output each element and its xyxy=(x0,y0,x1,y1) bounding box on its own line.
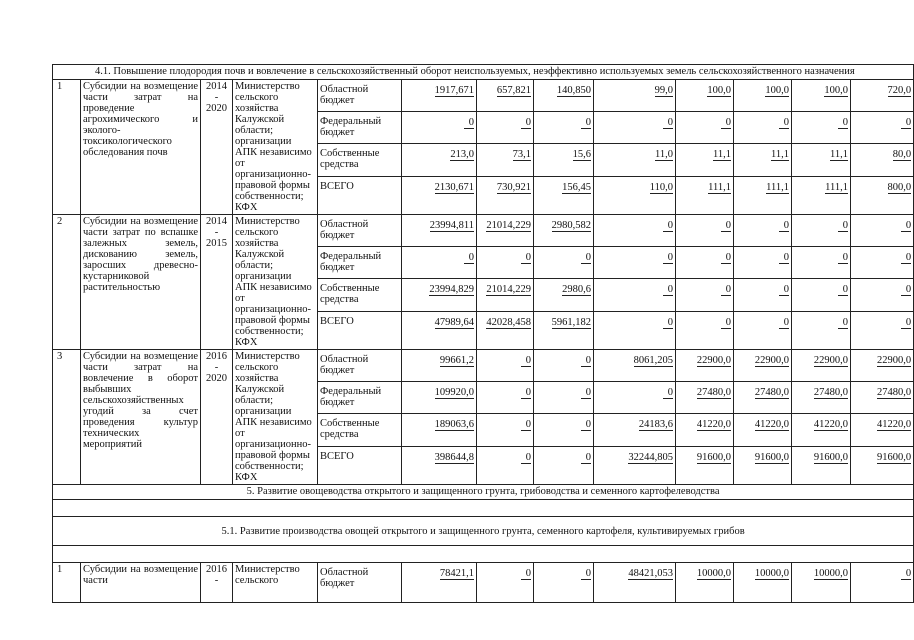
amount-cell xyxy=(534,215,594,247)
amount-value: 23994,829 xyxy=(429,284,474,296)
section-5-row xyxy=(53,485,914,500)
amount-value: 0 xyxy=(663,117,673,129)
amount-value: 0 xyxy=(521,452,531,464)
amount-cell xyxy=(594,144,676,176)
amount-value: 10000,0 xyxy=(696,568,731,579)
amount-cell xyxy=(534,112,594,144)
amount-value: 73,1 xyxy=(512,149,531,161)
amount-value: 0 xyxy=(901,568,911,580)
amount-value: 0 xyxy=(663,252,673,264)
executor: Министерство сельского хозяйства Калужской области; организации АПК независимо от организационно-правовой формы собственности; КФХ xyxy=(233,215,318,350)
amount-value: 0 xyxy=(581,252,591,264)
amount-cell xyxy=(792,414,851,446)
amount-value: 27480,0 xyxy=(813,387,848,399)
amount-value: 213,0 xyxy=(450,149,474,161)
amount-cell xyxy=(402,176,477,214)
amount-value: 99661,2 xyxy=(439,355,474,366)
amount-value: 0 xyxy=(581,355,591,367)
funding-source: Собственные средства xyxy=(318,279,402,311)
amount-value: 41220,0 xyxy=(696,419,731,431)
amount-value: 0 xyxy=(464,252,474,264)
amount-cell xyxy=(676,414,734,446)
amount-cell xyxy=(402,414,477,446)
funding-source: ВСЕГО xyxy=(318,446,402,484)
amount-cell xyxy=(851,279,914,311)
amount-value: 730,921 xyxy=(496,181,531,193)
amount-cell xyxy=(477,446,534,484)
period-years: 2016 - xyxy=(201,563,233,603)
amount-value: 0 xyxy=(521,419,531,431)
amount-cell xyxy=(734,112,792,144)
amount-value: 0 xyxy=(721,317,731,329)
amount-cell xyxy=(477,112,534,144)
amount-cell xyxy=(477,176,534,214)
measure-name: Субсидии на возмещение части затрат по вспашке залежных земель, дискованию земель, заросших древесно-кустарниковой растительностью xyxy=(81,215,201,350)
measure-name: Субсидии на возмещение части xyxy=(81,563,201,603)
amount-cell xyxy=(792,311,851,349)
funding-source: ВСЕГО xyxy=(318,176,402,214)
amount-value: 800,0 xyxy=(887,181,912,193)
row-number: 1 xyxy=(53,563,81,603)
amount-value: 0 xyxy=(663,284,673,296)
amount-cell xyxy=(792,446,851,484)
amount-cell xyxy=(534,144,594,176)
amount-cell xyxy=(792,279,851,311)
amount-cell xyxy=(734,382,792,414)
amount-cell xyxy=(594,563,676,603)
amount-value: 22900,0 xyxy=(754,355,789,366)
amount-cell xyxy=(676,350,734,382)
amount-value: 0 xyxy=(521,387,531,399)
amount-value: 657,821 xyxy=(496,85,531,96)
amount-value: 22900,0 xyxy=(696,355,731,366)
amount-value: 27480,0 xyxy=(696,387,731,399)
measure-name: Субсидии на возмещение части затрат на проведение агрохимического и эколого-токсикологического обследования почв xyxy=(81,80,201,215)
amount-value: 398644,8 xyxy=(434,451,474,463)
amount-cell xyxy=(851,112,914,144)
amount-value: 2980,582 xyxy=(551,220,591,231)
spacer-row xyxy=(53,500,914,517)
executor: Министерство сельского хозяйства Калужской области; организации АПК независимо от организационно-правовой формы собственности; КФХ xyxy=(233,350,318,485)
amount-value: 1917,671 xyxy=(434,85,474,96)
funding-source: Федеральный бюджет xyxy=(318,112,402,144)
amount-cell xyxy=(402,80,477,112)
executor: Министерство сельского хозяйства Калужской области; организации АПК независимо от организационно-правовой формы собственности; КФХ xyxy=(233,80,318,215)
amount-cell xyxy=(792,215,851,247)
amount-cell xyxy=(851,144,914,176)
amount-value: 22900,0 xyxy=(877,355,912,366)
funding-source: Собственные средства xyxy=(318,144,402,176)
amount-cell xyxy=(594,350,676,382)
amount-value: 0 xyxy=(581,452,591,464)
amount-value: 189063,6 xyxy=(434,419,474,431)
amount-value: 0 xyxy=(838,317,848,329)
amount-cell xyxy=(477,215,534,247)
amount-value: 109920,0 xyxy=(434,387,474,399)
amount-value: 10000,0 xyxy=(813,568,848,579)
amount-cell xyxy=(477,311,534,349)
table-row xyxy=(53,563,914,603)
amount-cell xyxy=(851,446,914,484)
funding-source: Областной бюджет xyxy=(318,80,402,112)
amount-value: 0 xyxy=(663,387,673,399)
amount-cell xyxy=(676,279,734,311)
amount-value: 0 xyxy=(838,284,848,296)
amount-cell xyxy=(676,563,734,603)
amount-value: 24183,6 xyxy=(638,419,673,431)
amount-value: 42028,458 xyxy=(486,316,531,328)
amount-cell xyxy=(402,350,477,382)
amount-value: 0 xyxy=(779,317,789,329)
amount-cell xyxy=(734,247,792,279)
table-row xyxy=(53,350,914,382)
funding-source: Федеральный бюджет xyxy=(318,382,402,414)
amount-cell xyxy=(676,446,734,484)
amount-cell xyxy=(534,350,594,382)
amount-cell xyxy=(534,446,594,484)
funding-source: Федеральный бюджет xyxy=(318,247,402,279)
amount-cell xyxy=(851,414,914,446)
amount-value: 140,850 xyxy=(556,85,591,96)
amount-cell xyxy=(477,247,534,279)
amount-cell xyxy=(676,382,734,414)
amount-value: 0 xyxy=(779,284,789,296)
amount-cell xyxy=(594,311,676,349)
section-4-1-row xyxy=(53,65,914,80)
funding-source: ВСЕГО xyxy=(318,311,402,349)
amount-value: 0 xyxy=(663,317,673,329)
amount-value: 11,1 xyxy=(713,149,731,161)
amount-cell xyxy=(792,563,851,603)
amount-value: 11,1 xyxy=(771,149,789,161)
amount-cell xyxy=(676,176,734,214)
section-5-1-row xyxy=(53,517,914,546)
amount-value: 15,6 xyxy=(572,149,591,161)
spacer-cell xyxy=(53,500,914,517)
amount-cell xyxy=(594,215,676,247)
amount-cell xyxy=(851,176,914,214)
amount-cell xyxy=(792,144,851,176)
amount-value: 0 xyxy=(779,220,789,232)
amount-cell xyxy=(594,382,676,414)
amount-cell xyxy=(594,80,676,112)
amount-cell xyxy=(534,414,594,446)
amount-value: 0 xyxy=(581,568,591,580)
section-5-1-title: 5.1. Развитие производства овощей открытого и защищенного грунта, семенного картофеля, культивируемых грибов xyxy=(53,517,914,546)
section-5-title: 5. Развитие овощеводства открытого и защищенного грунта, грибоводства и семенного картофелеводства xyxy=(53,485,914,500)
amount-cell xyxy=(402,279,477,311)
amount-value: 21014,229 xyxy=(486,284,531,296)
amount-value: 11,1 xyxy=(830,149,848,161)
amount-cell xyxy=(402,215,477,247)
amount-cell xyxy=(734,563,792,603)
amount-cell xyxy=(734,144,792,176)
amount-value: 41220,0 xyxy=(877,419,912,431)
amount-value: 0 xyxy=(901,284,911,296)
period-years: 2016 - 2020 xyxy=(201,350,233,485)
amount-cell xyxy=(402,311,477,349)
amount-value: 111,1 xyxy=(825,181,848,193)
period-years: 2014 - 2020 xyxy=(201,80,233,215)
amount-cell xyxy=(534,311,594,349)
amount-value: 91600,0 xyxy=(877,451,912,463)
amount-cell xyxy=(734,279,792,311)
row-number: 3 xyxy=(53,350,81,485)
amount-value: 100,0 xyxy=(824,85,848,96)
amount-value: 23994,811 xyxy=(429,220,474,231)
amount-value: 720,0 xyxy=(887,85,912,96)
amount-cell xyxy=(594,414,676,446)
amount-value: 0 xyxy=(663,220,673,232)
amount-value: 22900,0 xyxy=(813,355,848,366)
amount-cell xyxy=(851,247,914,279)
amount-value: 99,0 xyxy=(654,85,673,96)
funding-source: Областной бюджет xyxy=(318,215,402,247)
amount-cell xyxy=(851,350,914,382)
amount-value: 0 xyxy=(464,117,474,129)
amount-value: 0 xyxy=(779,252,789,264)
amount-cell xyxy=(851,311,914,349)
amount-value: 91600,0 xyxy=(754,451,789,463)
amount-value: 0 xyxy=(901,220,911,232)
amount-value: 156,45 xyxy=(562,181,591,193)
amount-cell xyxy=(676,215,734,247)
amount-cell xyxy=(477,382,534,414)
amount-cell xyxy=(734,215,792,247)
amount-value: 0 xyxy=(581,419,591,431)
amount-value: 100,0 xyxy=(765,85,789,96)
amount-cell xyxy=(792,382,851,414)
amount-cell xyxy=(734,176,792,214)
funding-source: Областной бюджет xyxy=(318,563,402,603)
amount-cell xyxy=(594,112,676,144)
amount-cell xyxy=(792,176,851,214)
amount-value: 47989,64 xyxy=(434,316,474,328)
amount-value: 0 xyxy=(521,355,531,367)
amount-cell xyxy=(477,563,534,603)
row-number: 1 xyxy=(53,80,81,215)
amount-cell xyxy=(676,80,734,112)
amount-value: 5961,182 xyxy=(551,316,591,328)
amount-value: 2130,671 xyxy=(434,181,474,193)
amount-cell xyxy=(851,215,914,247)
amount-value: 78421,1 xyxy=(439,568,474,579)
amount-cell xyxy=(534,176,594,214)
amount-cell xyxy=(594,279,676,311)
amount-value: 0 xyxy=(779,117,789,129)
amount-cell xyxy=(477,414,534,446)
amount-cell xyxy=(676,144,734,176)
amount-cell xyxy=(402,144,477,176)
amount-cell xyxy=(402,382,477,414)
amount-value: 0 xyxy=(901,317,911,329)
amount-value: 91600,0 xyxy=(696,451,731,463)
amount-cell xyxy=(792,247,851,279)
table-row xyxy=(53,215,914,247)
amount-value: 0 xyxy=(521,568,531,580)
row-number: 2 xyxy=(53,215,81,350)
amount-value: 110,0 xyxy=(649,181,673,193)
amount-cell xyxy=(402,247,477,279)
amount-cell xyxy=(851,382,914,414)
amount-value: 2980,6 xyxy=(562,284,591,296)
amount-value: 0 xyxy=(901,117,911,129)
amount-cell xyxy=(534,563,594,603)
amount-cell xyxy=(534,382,594,414)
spacer-row xyxy=(53,546,914,563)
amount-value: 100,0 xyxy=(707,85,731,96)
amount-value: 11,0 xyxy=(655,149,673,161)
amount-cell xyxy=(676,311,734,349)
amount-cell xyxy=(594,446,676,484)
funding-source: Областной бюджет xyxy=(318,350,402,382)
amount-cell xyxy=(792,112,851,144)
amount-value: 27480,0 xyxy=(877,387,912,399)
amount-value: 10000,0 xyxy=(754,568,789,579)
amount-value: 0 xyxy=(721,220,731,232)
amount-value: 0 xyxy=(721,252,731,264)
amount-cell xyxy=(734,446,792,484)
amount-cell xyxy=(402,112,477,144)
amount-cell xyxy=(792,350,851,382)
amount-cell xyxy=(851,563,914,603)
amount-value: 0 xyxy=(838,252,848,264)
amount-cell xyxy=(534,247,594,279)
amount-cell xyxy=(851,80,914,112)
amount-cell xyxy=(477,80,534,112)
spacer-cell xyxy=(53,546,914,563)
amount-cell xyxy=(792,80,851,112)
amount-value: 0 xyxy=(521,252,531,264)
funding-source: Собственные средства xyxy=(318,414,402,446)
executor: Министерство сельского xyxy=(233,563,318,603)
amount-cell xyxy=(676,247,734,279)
amount-cell xyxy=(534,80,594,112)
amount-cell xyxy=(402,446,477,484)
amount-value: 27480,0 xyxy=(754,387,789,399)
amount-value: 48421,053 xyxy=(628,568,673,579)
amount-value: 0 xyxy=(581,387,591,399)
amount-value: 32244,805 xyxy=(628,451,673,463)
amount-value: 21014,229 xyxy=(486,220,531,231)
amount-cell xyxy=(477,144,534,176)
amount-value: 91600,0 xyxy=(813,451,848,463)
budget-table xyxy=(52,64,914,603)
amount-cell xyxy=(734,311,792,349)
amount-value: 0 xyxy=(838,220,848,232)
amount-value: 0 xyxy=(581,117,591,129)
amount-cell xyxy=(594,176,676,214)
amount-cell xyxy=(676,112,734,144)
amount-cell xyxy=(477,279,534,311)
amount-value: 111,1 xyxy=(766,181,789,193)
amount-value: 80,0 xyxy=(892,149,912,161)
amount-cell xyxy=(734,80,792,112)
amount-value: 8061,205 xyxy=(633,355,673,366)
amount-value: 111,1 xyxy=(708,181,731,193)
table-row xyxy=(53,80,914,112)
amount-value: 0 xyxy=(901,252,911,264)
amount-value: 0 xyxy=(521,117,531,129)
amount-value: 41220,0 xyxy=(754,419,789,431)
measure-name: Субсидии на возмещение части затрат на вовлечение в оборот выбывших сельскохозяйственных угодий за счет проведения культур технических мероприятий xyxy=(81,350,201,485)
section-4-1-title: 4.1. Повышение плодородия почв и вовлечение в сельскохозяйственный оборот неиспользуемых, неэффективно используемых земель сельскохозяйственного назначения xyxy=(53,65,914,80)
amount-cell xyxy=(402,563,477,603)
amount-value: 0 xyxy=(721,284,731,296)
amount-value: 0 xyxy=(721,117,731,129)
amount-cell xyxy=(534,279,594,311)
amount-cell xyxy=(477,350,534,382)
amount-value: 41220,0 xyxy=(813,419,848,431)
period-years: 2014 - 2015 xyxy=(201,215,233,350)
amount-value: 0 xyxy=(838,117,848,129)
amount-cell xyxy=(734,414,792,446)
budget-table-sheet xyxy=(52,64,912,603)
amount-cell xyxy=(734,350,792,382)
amount-cell xyxy=(594,247,676,279)
